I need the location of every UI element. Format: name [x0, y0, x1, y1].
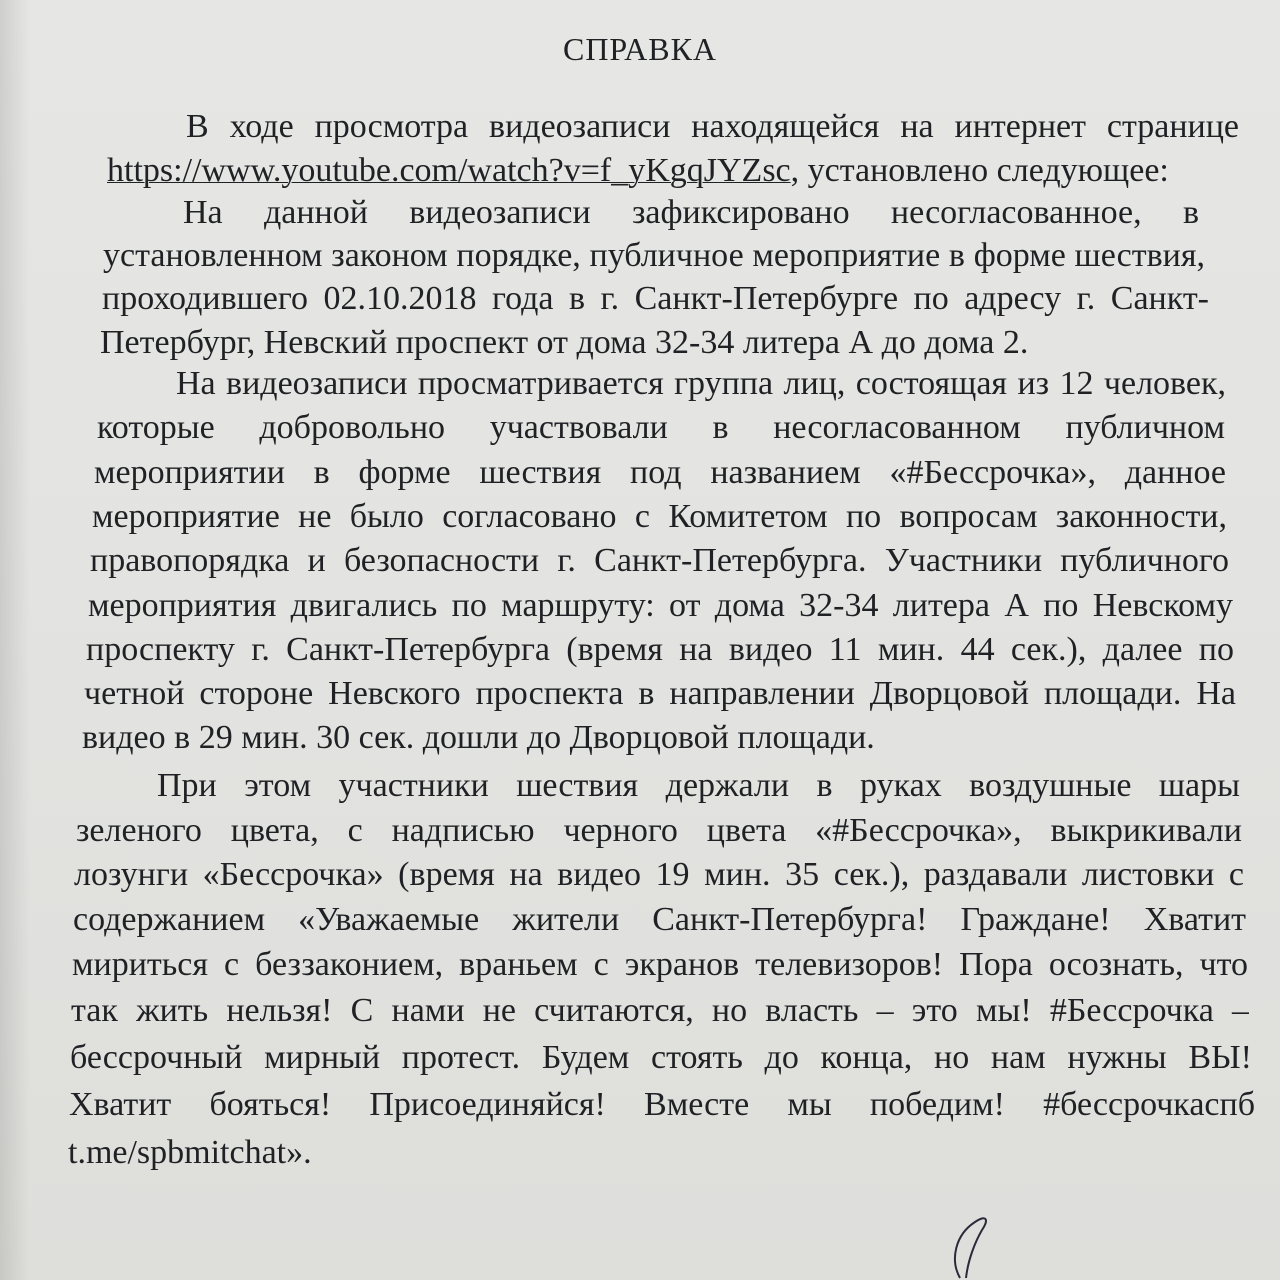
text-line: мириться с беззаконием, враньем с экранов телевизоров! Пора осознать, что — [72, 946, 1248, 983]
text-line: В ходе просмотра видеозаписи находящейся на интернет странице — [186, 108, 1239, 145]
text-line: бессрочный мирный протест. Будем стоять до конца, но нам нужны ВЫ! — [70, 1039, 1252, 1076]
text-line: При этом участники шествия держали в руках воздушные шары — [157, 767, 1240, 804]
text-line: мероприятии в форме шествия под названием «#Бессрочка», данное — [94, 454, 1226, 491]
text-line: четной стороне Невского проспекта в направлении Дворцовой площади. На — [84, 675, 1236, 712]
text-line: проспекту г. Санкт-Петербурга (время на видео 11 мин. 44 сек.), далее по — [86, 631, 1234, 668]
text-line: На данной видеозаписи зафиксировано несогласованное, в — [183, 194, 1199, 231]
text-line: мероприятия двигались по маршруту: от дома 32-34 литера А по Невскому — [88, 587, 1233, 624]
text-line: которые добровольно участвовали в несогласованном публичном — [97, 409, 1225, 446]
text-line: мероприятие не было согласовано с Комитетом по вопросам законности, — [92, 498, 1227, 535]
text-line: содержанием «Уважаемые жители Санкт-Петербурга! Граждане! Хватит — [73, 901, 1246, 938]
signature-mark — [920, 1210, 1010, 1280]
text-line: так жить нельзя! С нами не считаются, но власть – это мы! #Бессрочка – — [71, 992, 1249, 1029]
text-line: Хватит бояться! Присоединяйся! Вместе мы победим! #бессрочкаспб — [69, 1086, 1255, 1123]
text-line: видео в 29 мин. 30 сек. дошли до Дворцовой площади. — [82, 719, 875, 756]
video-link[interactable]: https://www.youtube.com/watch?v=f_yKgqJYZsc — [107, 152, 791, 189]
text-fragment: , установлено следующее: — [790, 152, 1169, 189]
text-line — [107, 149, 1207, 192]
text-line: лозунги «Бессрочка» (время на видео 19 мин. 35 сек.), раздавали листовки с — [74, 856, 1244, 893]
text-line: На видеозаписи просматривается группа лиц, состоящая из 12 человек, — [176, 365, 1226, 402]
text-line: проходившего 02.10.2018 года в г. Санкт-Петербурге по адресу г. Санкт- — [102, 280, 1209, 317]
text-line: t.me/spbmitchat». — [68, 1134, 312, 1171]
text-line: Петербург, Невский проспект от дома 32-34 литера А до дома 2. — [100, 324, 1029, 361]
text-line: правопорядка и безопасности г. Санкт-Петербурга. Участники публичного — [90, 542, 1229, 579]
document-title: СПРАВКА — [562, 31, 718, 67]
text-line: установленном законом порядке, публичное мероприятие в форме шествия, — [103, 237, 1205, 274]
text-line: зеленого цвета, с надписью черного цвета «#Бессрочка», выкрикивали — [76, 812, 1242, 849]
